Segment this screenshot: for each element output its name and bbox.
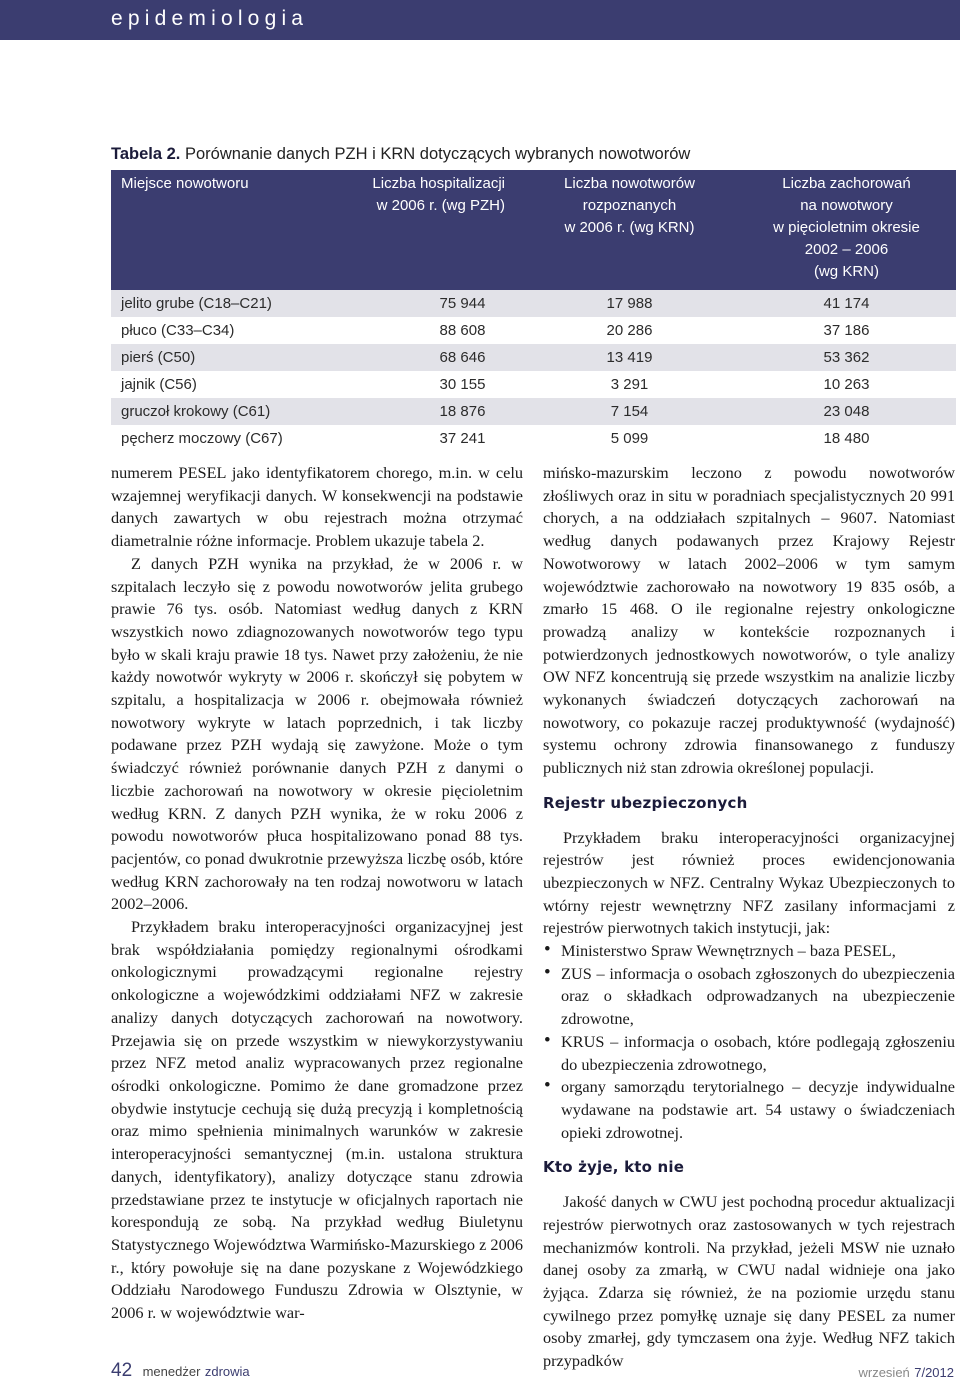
registry-source-list [543,940,955,1144]
list-item: • organy samorządu terytorialnego – decyzje indywidualne wydawane na podstawie art. 54 ustawy o świadczeniach opieki zdrowotnej. [543,1076,955,1144]
table-cell: 20 286 [522,317,737,344]
footer-left [111,1360,250,1382]
table-cell: jelito grube (C18–C21) [111,290,347,317]
right-text-column [543,462,955,1373]
paragraph: mińsko-mazurskim leczono z powodu nowotworów złośliwych oraz in situ w poradniach specjalistycznych 20 991 chorych, a na oddziałach szpitalnych – 9607. Natomiast według danych podawanych przez Krajowy Rejestr Nowotworowy w latach 2002–2006 w tym samym województwie zachorowało na nowotwory 19 835 osób, a zmarło 15 468. O ile regionalne rejestry onkologiczne prowadzą analizy w kontekście rozpoznanych i potwierdzonych jednostkowych nowotworów, o tyle analizy OW NFZ koncentrują się przede wszystkim na analizie liczby wykonanych świadczeń dotyczących zachorowań na nowotwory, co pokazuje raczej produktywność (wydajność) systemu ochrony zdrowia finansowanego z funduszy publicznych niż stan zdrowia określonej populacji. [543,463,955,778]
table-caption [111,145,690,164]
header-cell-site: Miejsce nowotworu [111,170,347,290]
table-cell: 41 174 [737,290,956,317]
table-cell: 5 099 [522,425,737,452]
table-cell: 7 154 [522,398,737,425]
section-title: epidemiologia [111,7,309,30]
section-header-band [0,0,960,40]
table-cell: jajnik (C56) [111,371,347,398]
table-row [111,344,956,371]
subheading-insured-registry: Rejestr ubezpieczonych [543,793,748,812]
list-item: • KRUS – informacja o osobach, które podlegają zgłoszeniu do ubezpieczenia zdrowotnego, [543,1031,955,1076]
magazine-name-part2: zdrowia [204,1364,250,1379]
left-text-column [111,462,523,1325]
page-number: 42 [111,1360,133,1381]
footer-right [858,1364,954,1382]
subheading-who-lives: Kto żyje, kto nie [543,1158,685,1177]
list-item: • Ministerstwo Spraw Wewnętrznych – baza PESEL, [543,940,955,963]
table-cell: 3 291 [522,371,737,398]
table-cell: 17 988 [522,290,737,317]
table-cell: 37 241 [347,425,522,452]
list-item: • ZUS – informacja o osobach zgłoszonych do ubezpieczenia oraz o składkach odprowadzanych na ubezpieczenie zdrowotne, [543,963,955,1031]
magazine-name-part1: menedżer [142,1364,201,1379]
table-cell: 53 362 [737,344,956,371]
table-cell: 88 608 [347,317,522,344]
header-cell-hospitalizations: Liczba hospitalizacji w 2006 r. (wg PZH) [347,170,522,290]
table-row [111,371,956,398]
paragraph: Przykładem braku interoperacyjności organizacyjnej jest brak współdziałania pomiędzy regionalnymi ośrodkami onkologicznymi prowadzącymi regionalne rejestry onkologiczne a wojewódzkimi oddziałami NFZ w zakresie analizy danych dotyczących zachorowań na nowotwory. Przejawia się on przede wszystkim w niewykorzystywaniu przez NFZ metod analiz wypracowanych przez regionalne ośrodki onkologiczne. Pomimo że dane gromadzone przez obydwie instytucje cechują się dużą precyzją i kompletnością oraz mimo spełnienia minimalnych warunków w zakresie interoperacyjności semantycznej (m.in. ustalona struktura danych, identyfikatory), analizy dotyczące stanu zdrowia przedstawiane przez te instytucje w oficjalnych raportach nie korespondują ze sobą. Na przykład według Biuletynu Statystycznego Województwa Warmińsko-Mazurskiego z 2006 r., który powołuje się na dane pozyskane z Wojewódzkiego Oddziału Narodowego Funduszu Zdrowia w Olsztynie, w 2006 r. w województwie war- [111,917,523,1323]
table-cell: 30 155 [347,371,522,398]
paragraph: Przykładem braku interoperacyjności organizacyjnej rejestrów jest również proces ewidencjonowania ubezpieczonych w NFZ. Centralny Wykaz Ubezpieczonych to wtórny rejestr wewnętrzny NFZ zasilany informacjami z rejestrów pierwotnych takich instytucji, jak: [543,827,955,938]
table-cell: 37 186 [737,317,956,344]
table-header-row [111,170,956,290]
paragraph: Z danych PZH wynika na przykład, że w 2006 r. w szpitalach leczyło się z powodu nowotworów jelita grubego prawie 76 tys. osób. Natomiast według danych z KRN wszystkich nowo zdiagnozowanych nowotworów tego typu było w skali kraju prawie 18 tys. Nawet przy założeniu, że nie każdy nowotwór wykryty w 2006 r. skończył się pobytem w szpitalu, a hospitalizacja w 2006 r. obejmowała również nowotwory wykryte w latach poprzednich, i tak liczby podawane przez PZH wydają się zawyżone. Może o tym świadczyć również porównanie danych PZH z danymi o liczbie zachorowań na nowotwory w okresie pięcioletnim według KRN. Z danych PZH wynika, że w roku 2006 z powodu nowotworów płuca hospitalizowano ponad 88 tys. pacjentów, co ponad dwukrotnie przewyższa liczbę osób, które według KRN zachorowały na ten rodzaj nowotworu w latach 2002–2006. [111,553,523,914]
header-cell-diagnosed: Liczba nowotworów rozpoznanych w 2006 r. (wg KRN) [522,170,737,290]
table-cell: gruczoł krokowy (C61) [111,398,347,425]
comparison-table [111,170,956,452]
table-row [111,317,956,344]
header-cell-incidence: Liczba zachorowań na nowotwory w pięcioletnim okresie 2002 – 2006 (wg KRN) [737,170,956,290]
table-row [111,425,956,452]
table-caption-label: Tabela 2. [111,145,181,163]
table-cell: 18 876 [347,398,522,425]
table-row [111,398,956,425]
table-cell: płuco (C33–C34) [111,317,347,344]
issue-month: wrzesień [858,1365,910,1380]
table-cell: 10 263 [737,371,956,398]
table-row [111,290,956,317]
paragraph: numerem PESEL jako identyfikatorem chorego, m.in. w celu wzajemnej weryfikacji danych. W konsekwencji na podstawie danych zawartych w obu rejestrach można otrzymać diametralnie różne informacje. Problem ukazuje tabela 2. [111,463,523,551]
table-caption-text: Porównanie danych PZH i KRN dotyczących wybranych nowotworów [185,145,691,163]
table-cell: pierś (C50) [111,344,347,371]
table-cell: 68 646 [347,344,522,371]
paragraph: Jakość danych w CWU jest pochodną procedur aktualizacji rejestrów pierwotnych oraz zastosowanych w tych rejestrach mechanizmów kontroli. Na przykład, jeżeli MSW nie uznało danej osoby za zmarłą, w CWU nadal widnieje ona jako żyjąca. Zdarza się również, że na poziomie urzędu stanu cywilnego przez pomyłkę uznaje się dany PESEL za numer osoby zmarłej, gdy tymczasem ona żyje. Według NFZ takich przypadków [543,1192,955,1371]
table-cell: 75 944 [347,290,522,317]
table-cell: 13 419 [522,344,737,371]
table-cell: pęcherz moczowy (C67) [111,425,347,452]
issue-number: 7/2012 [914,1365,954,1380]
table-cell: 23 048 [737,398,956,425]
table-cell: 18 480 [737,425,956,452]
